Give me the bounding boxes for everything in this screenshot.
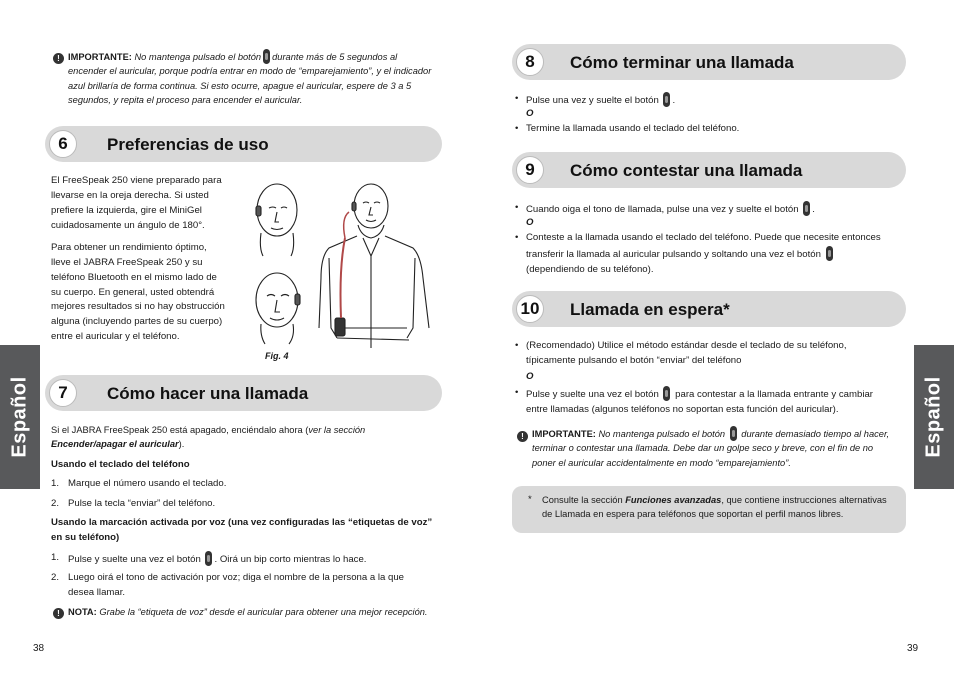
wearing-illustration — [245, 178, 441, 350]
section-title: Cómo terminar una llamada — [570, 53, 794, 72]
keypad-step-1: 1. Marque el número usando el teclado. — [51, 478, 227, 489]
voice-dial-heading: Usando la marcación activada por voz (una vez configuradas las “etiquetas de voz” en su teléfono) — [51, 517, 433, 543]
answer-call-bullet-1: • Cuando oiga el tono de llamada, pulse una vez y suelte el botón . — [515, 202, 815, 215]
answer-call-bullet-2: • Conteste a la llamada usando el teclado del teléfono. Puede que necesite entonces transferir la llamada al auricular pulsando y soltando una vez el botón (dependiendo de su teléfono). — [515, 232, 881, 275]
language-tab-left: Español — [0, 345, 40, 489]
or-separator: O — [526, 371, 534, 382]
page-number-right: 39 — [907, 643, 919, 654]
call-waiting-bullet-1: • (Recomendado) Utilice el método estándar desde el teclado de su teléfono, típicamente pulsando el botón “enviar” del teléfono — [515, 340, 847, 366]
warning-icon: ! — [517, 431, 528, 442]
keypad-step-2: 2. Pulse la tecla “enviar” del teléfono. — [51, 498, 216, 509]
section-title: Cómo contestar una llamada — [570, 161, 803, 180]
footnote-box: * Consulte la sección Funciones avanzadas, que contiene instrucciones alternativas de Llamada en espera para teléfonos que soportan el perfil manos libres. — [512, 486, 906, 533]
section-title: Preferencias de uso — [107, 135, 269, 154]
important-note-top: IMPORTANTE: No mantenga pulsado el botón durante más de 5 segundos al encender el auricular, porque podría entrar en modo de “emparejamiento”, y el indicador azul brillaría de forma continua. Si esto ocurre, apague el auricular, espere de 3 a 5 segundos, y repita el proceso para encender el auricular. — [68, 49, 448, 108]
section-header-8 — [512, 44, 906, 80]
section-title: Cómo hacer una llamada — [107, 384, 309, 403]
section-number: 7 — [49, 379, 77, 407]
section-header-9 — [512, 152, 906, 188]
end-call-bullet-2: • Termine la llamada usando el teclado del teléfono. — [515, 123, 740, 134]
headset-button-icon — [663, 92, 670, 107]
voice-step-1: 1. Pulse y suelte una vez el botón . Oirá un bip corto mientras lo hace. — [51, 552, 367, 565]
or-separator: O — [526, 217, 534, 228]
section-title: Llamada en espera* — [570, 300, 730, 319]
section-number: 6 — [49, 130, 77, 158]
headset-button-icon — [730, 426, 737, 441]
section-header-6 — [45, 126, 442, 162]
important-note-call-waiting: IMPORTANTE: No mantenga pulsado el botón durante demasiado tiempo al hacer, terminar o contestar una llamada. Debe dar un golpe seco y breve, con el fin de no poner el auricular accidentalmente en modo “emparejamiento”. — [532, 426, 912, 470]
headset-button-icon — [803, 201, 810, 216]
warning-icon: ! — [53, 53, 64, 64]
or-separator: O — [526, 108, 534, 119]
section-header-7 — [45, 375, 442, 411]
section-header-10 — [512, 291, 906, 327]
voice-tag-note: NOTA: Grabe la “etiqueta de voz” desde el auricular para obtener una mejor recepción. — [68, 607, 428, 617]
warning-icon: ! — [53, 608, 64, 619]
section-number: 8 — [516, 48, 544, 76]
make-call-intro: Si el JABRA FreeSpeak 250 está apagado, enciéndalo ahora (ver la sección Encender/apagar el auricular). — [51, 425, 366, 450]
language-tab-right: Español — [914, 345, 954, 489]
end-call-bullet-1: • Pulse una vez y suelte el botón . — [515, 93, 676, 106]
wearing-paragraph-2: Para obtener un rendimiento óptimo, lleve el JABRA FreeSpeak 250 y su teléfono Bluetooth en el mismo lado de su cuerpo. En general, usted obtendrá mejores resultados si no hay obstrucción alguna (incluyendo partes de su cuerpo) entre el auricular y el teléfono. — [51, 242, 225, 343]
voice-step-2: 2. Luego oirá el tono de activación por voz; diga el nombre de la persona a la que desea llamar. — [51, 572, 405, 598]
section-number: 10 — [516, 295, 544, 323]
headset-button-icon — [263, 49, 270, 64]
headset-button-icon — [205, 551, 212, 566]
wearing-paragraph-1: El FreeSpeak 250 viene preparado para llevarse en la oreja derecha. Si usted prefiere la izquierda, gire el MiniGel cuidadosamente un ángulo de 180°. — [51, 175, 222, 231]
call-waiting-bullet-2: • Pulse y suelte una vez el botón para contestar a la llamada entrante y cambiar entre llamadas (algunos teléfonos no soportan esta función del auricular). — [515, 387, 873, 415]
section-number: 9 — [516, 156, 544, 184]
keypad-heading: Usando el teclado del teléfono — [51, 459, 190, 470]
headset-button-icon — [826, 246, 833, 261]
headset-button-icon — [663, 386, 670, 401]
page-number-left: 38 — [33, 643, 45, 654]
figure-label: Fig. 4 — [265, 351, 289, 361]
